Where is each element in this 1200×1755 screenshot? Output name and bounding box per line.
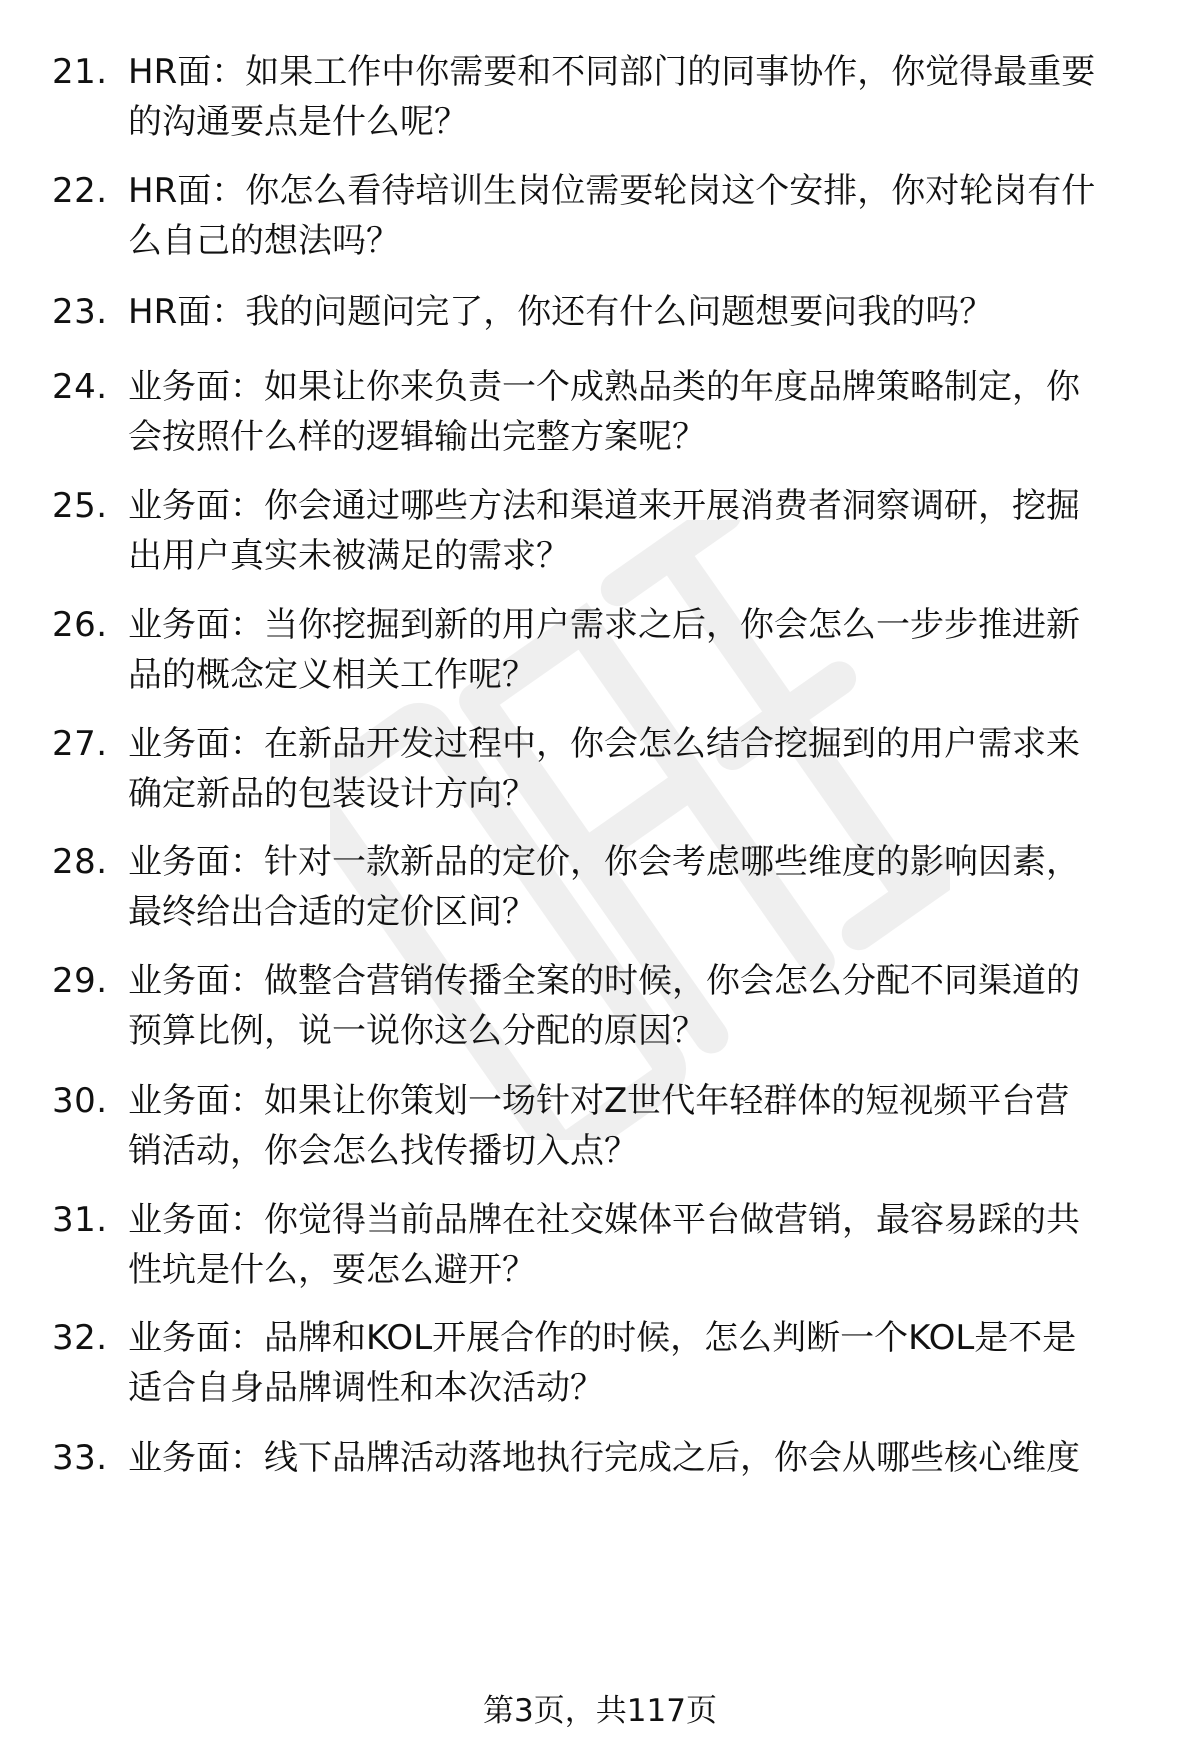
question-line: 的沟通要点是什么呢？ (128, 102, 468, 142)
question-text (128, 956, 1150, 1056)
list-item (52, 1313, 1152, 1413)
question-line: HR面：我的问题问完了，你还有什么问题想要问我的吗？ (128, 292, 994, 332)
question-text (128, 1313, 1150, 1413)
list-item (52, 719, 1152, 819)
question-text (128, 600, 1150, 700)
question-number: 33. (52, 1438, 108, 1478)
question-line: 业务面：你觉得当前品牌在社交媒体平台做营销，最容易踩的共 (128, 1200, 1080, 1240)
question-number: 30. (52, 1081, 108, 1121)
list-item (52, 1076, 1152, 1176)
question-line: 业务面：你会通过哪些方法和渠道来开展消费者洞察调研，挖掘 (128, 486, 1080, 526)
question-line: 品的概念定义相关工作呢？ (128, 655, 536, 695)
question-line: 出用户真实未被满足的需求？ (128, 536, 570, 576)
page-footer (0, 1688, 1200, 1734)
question-text (128, 287, 1150, 337)
question-line: 性坑是什么，要怎么避开？ (128, 1250, 536, 1290)
list-item (52, 481, 1152, 581)
question-text (128, 837, 1150, 937)
question-line: 预算比例，说一说你这么分配的原因？ (128, 1011, 706, 1051)
question-line: 么自己的想法吗？ (128, 221, 400, 261)
question-text (128, 1433, 1150, 1483)
question-line: 确定新品的包装设计方向？ (128, 774, 536, 814)
list-item (52, 1433, 1152, 1533)
question-line: 业务面：品牌和KOL开展合作的时候，怎么判断一个KOL是不是 (128, 1318, 1077, 1358)
question-text (128, 362, 1150, 462)
list-item (52, 837, 1152, 937)
list-item (52, 47, 1152, 147)
question-text (128, 719, 1150, 819)
question-number: 29. (52, 961, 108, 1001)
question-text (128, 47, 1150, 147)
question-number: 22. (52, 171, 108, 211)
question-text (128, 481, 1150, 581)
question-text (128, 166, 1150, 266)
list-item (52, 600, 1152, 700)
list-item (52, 166, 1152, 266)
question-line: 业务面：针对一款新品的定价，你会考虑哪些维度的影响因素， (128, 842, 1080, 882)
question-line: 业务面：做整合营销传播全案的时候，你会怎么分配不同渠道的 (128, 961, 1080, 1001)
question-number: 32. (52, 1318, 108, 1358)
question-text (128, 1195, 1150, 1295)
question-line: HR面：如果工作中你需要和不同部门的同事协作，你觉得最重要 (128, 52, 1096, 92)
list-item (52, 362, 1152, 462)
list-item (52, 1195, 1152, 1295)
question-number: 23. (52, 292, 108, 332)
question-line: 业务面：在新品开发过程中，你会怎么结合挖掘到的用户需求来 (128, 724, 1080, 764)
question-number: 25. (52, 486, 108, 526)
page-number-label: 第3页，共117页 (483, 1693, 717, 1729)
question-number: 26. (52, 605, 108, 645)
question-line: 适合自身品牌调性和本次活动？ (128, 1368, 604, 1408)
question-number: 21. (52, 52, 108, 92)
question-number: 28. (52, 842, 108, 882)
question-number: 27. (52, 724, 108, 764)
question-line: 最终给出合适的定价区间？ (128, 892, 536, 932)
question-number: 31. (52, 1200, 108, 1240)
question-text (128, 1076, 1150, 1176)
list-item (52, 956, 1152, 1056)
question-line: 业务面：如果让你来负责一个成熟品类的年度品牌策略制定，你 (128, 367, 1080, 407)
question-line: HR面：你怎么看待培训生岗位需要轮岗这个安排，你对轮岗有什 (128, 171, 1096, 211)
question-line: 业务面：如果让你策划一场针对Z世代年轻群体的短视频平台营 (128, 1081, 1070, 1121)
question-line: 业务面：当你挖掘到新的用户需求之后，你会怎么一步步推进新 (128, 605, 1080, 645)
question-number: 24. (52, 367, 108, 407)
question-line: 业务面：线下品牌活动落地执行完成之后，你会从哪些核心维度 (128, 1438, 1080, 1478)
question-line: 销活动，你会怎么找传播切入点？ (128, 1131, 638, 1171)
question-line: 会按照什么样的逻辑输出完整方案呢？ (128, 417, 706, 457)
